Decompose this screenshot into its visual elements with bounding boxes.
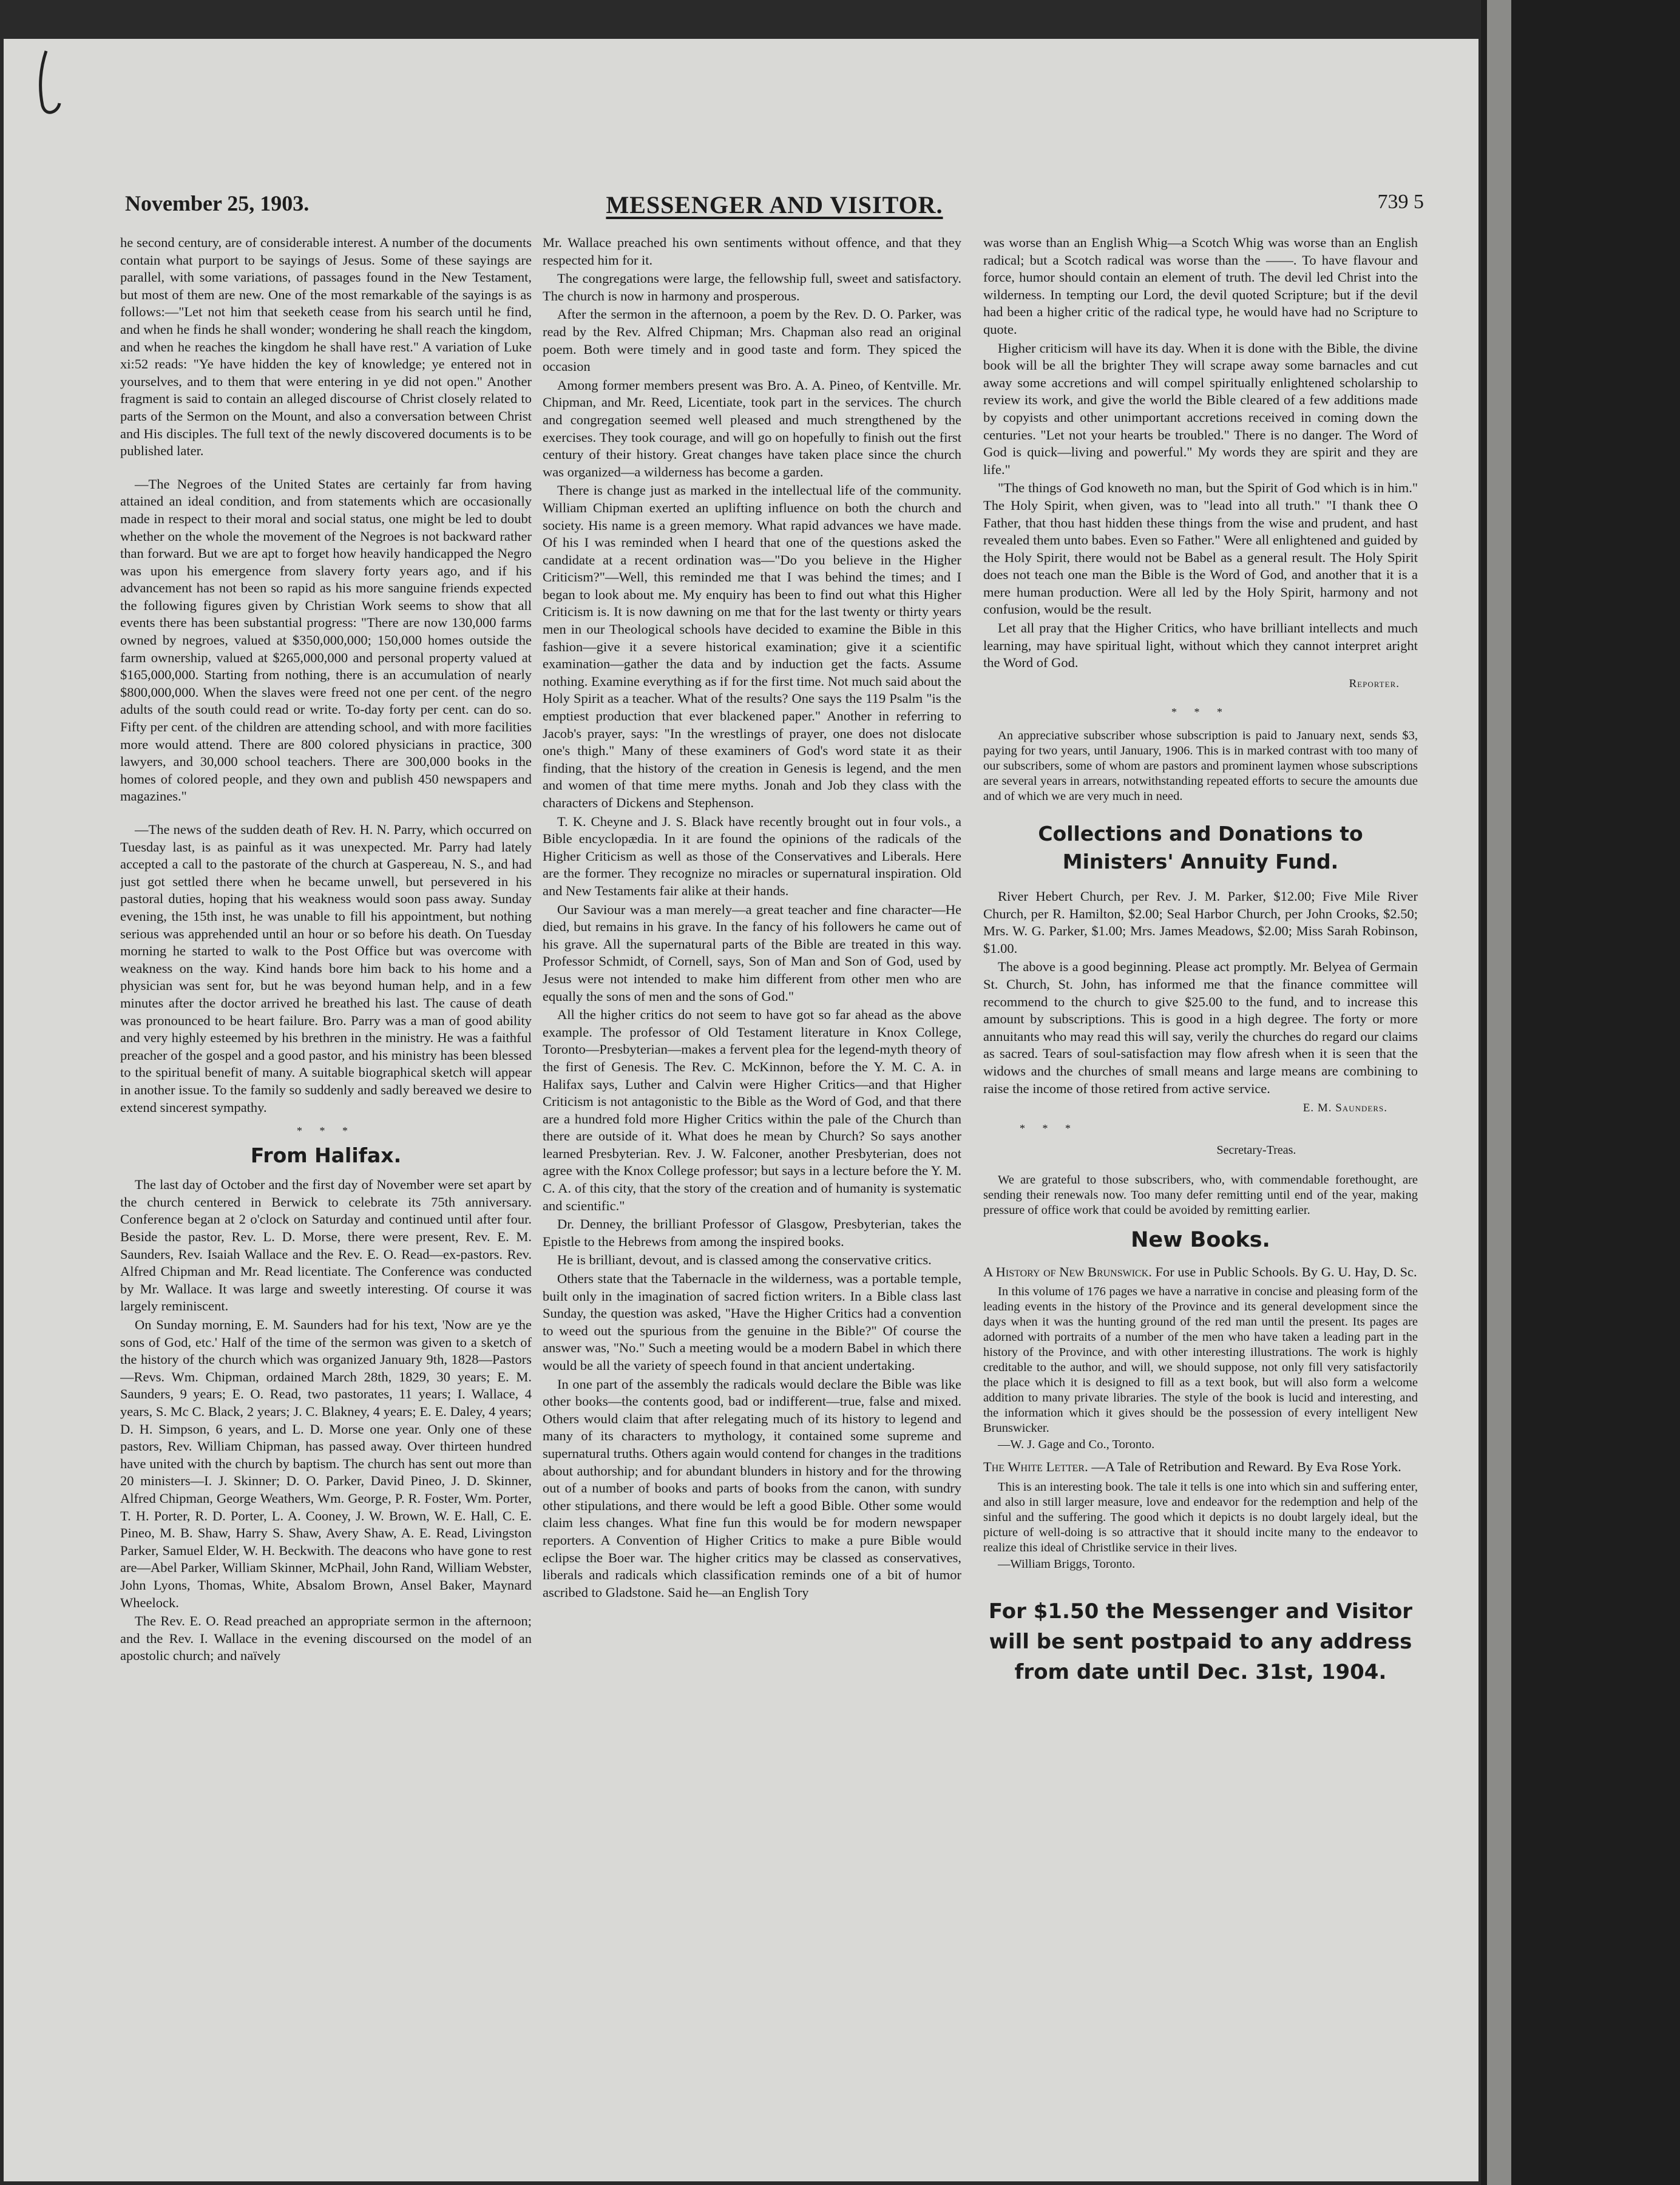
newspaper-page [4,39,1478,2181]
article-paragraph: After the sermon in the afternoon, a poem by the Rev. D. O. Parker, was read by the Rev. Alfred Chipman; Mrs. Chapman also read an original poem. Both were timely and in good taste and form. They spiced the occasion [543,307,961,374]
masthead: MESSENGER AND VISITOR. [606,191,943,218]
article-paragraph: River Hebert Church, per Rev. J. M. Parker, $12.00; Five Mile River Church, per R. Hamilton, $2.00; Seal Harbor Church, per John Crooks, $2.50; Mrs. W. G. Parker, $1.00; Mrs. James Meadows, $2.00; Miss Sarah Robinson, $1.00. [983,889,1418,956]
article-paragraph: In one part of the assembly the radicals would declare the Bible was like other books—the contents good, bad or indifferent—true, false and mixed. Others would claim that after relegating much of its history to legend and many of its characters to mythology, it contained some supreme and supernatural truths. Others again would contend for changes in the traditions about authorship; and for abundant blunders in history and for the throwing out of a number of books and parts of books from the canon, with sundry other stipulations, and there would be left a good Bible. Other some would claim less changes. What fine fun this would be for modern newspaper reporters. A Convention of Higher Critics to make a pure Bible would eclipse the Boer war. The higher critics may be classed as conservatives, liberals and radicals which classification reminds one of a bit of humor ascribed to Gladstone. Said he—an English Tory [543,1376,961,1600]
article-paragraph: Among former members present was Bro. A. A. Pineo, of Kentville. Mr. Chipman, and Mr. Reed, Licentiate, took part in the services. The church and congregation seemed well pleased and much strengthened by the exercises. They took courage, and will go on hopefully to finish out the first century of their history. Great changes have taken place since the church was organized—a wilderness has become a garden. [543,377,961,479]
column-1 [120,234,532,2170]
article-paragraph: The last day of October and the first day of November were set apart by the church centered in Berwick to celebrate its 75th anniversary. Conference began at 2 o'clock on Saturday and continued until after four. Beside the pastor, Rev. L. D. Morse, there were present, Rev. E. M. Saunders, Rev. Isaiah Wallace and the Rev. E. O. Read—ex-pastors. Rev. Alfred Chipman and Mr. Read licentiate. The Conference was conducted by Mr. Wallace. It was large and sweetly interesting. Of course it was largely reminiscent. [120,1177,532,1314]
page-number: 739 5 [1377,191,1424,213]
article-paragraph: The Rev. E. O. Read preached an appropriate sermon in the afternoon; and the Rev. I. Wallace in the evening discoursed on the model of an apostolic church; and naïvely [120,1613,532,1664]
article-paragraph: Others state that the Tabernacle in the wilderness, was a portable temple, built only in the imagination of sacred fiction writers. In a Bible class last Sunday, the question was asked, "Have the Higher Critics had a convention to weed out the spurious from the genuine in the Bible?" Of course the answer was, "No." Such a meeting would be a modern Babel in which there would be all the variety of speech found in that ancient undertaking. [543,1271,961,1373]
book-title: A History of New Brunswick. [983,1264,1152,1279]
book-entry-heading [983,1264,1418,1281]
film-strip [1487,0,1511,2185]
article-paragraph: —The Negroes of the United States are certainly far from having attained an ideal condition, and from statements which are occasionally made in respect to their moral and social status, one might be led to doubt whether on the whole the movement of the Negroes is not backward rather than forward. But we are apt to forget how heavily handicapped the Negro was upon his emergence from slavery forty years ago, and if his advancement has not been so rapid as his more sanguine friends expected the following figures given by Christian Work seems to show that all events there has been substantial progress: "There are now 130,000 farms owned by negroes, valued at $350,000,000; 150,000 homes outside the farm ownership, valued at $265,000,000 and personal property valued at $165,000,000. Starting from nothing, there is an accumulation of nearly $800,000,000. When the slaves were freed not one per cent. of the negro adults of the south could read or write. To-day forty per cent. can do so. Fifty per cent. of the children are attending school, and with more facilities more would attend. There are 800 colored physicians in practice, 300 lawyers, and 30,000 school teachers. There are 300,000 books in the homes of colored people, and they own and publish 450 newspapers and magazines." [120,476,532,804]
signature: E. M. Saunders. [1302,1102,1387,1115]
article-paragraph: T. K. Cheyne and J. S. Black have recently brought out in four vols., a Bible encyclopædia. In it are found the opinions of the radicals of the Higher Criticism as well as those of the Conservatives and Liberals. Here are the former. They recognize no miracles or supernatural inspiration. Old and New Testaments fair alike at their hands. [543,813,961,898]
notice-paragraph: An appreciative subscriber whose subscription is paid to January next, sends $3, paying for two years, until January, 1906. This is in marked contrast with too many of our subscribers, some of whom are pastors and prominent laymen whose subscriptions are several years in arrears, notwithstanding repeated efforts to secure the amounts due and of which we are very much in need. [983,729,1418,804]
article-paragraph: was worse than an English Whig—a Scotch Whig was worse than an English radical; but a Scotch radical was worse than the ——. To have flavour and force, humor should contain an element of truth. The devil led Christ into the wilderness. In tempting our Lord, the devil quoted Scripture; but if the devil had been a higher critic of the radical type, he would have had no Scripture to quote. [983,235,1418,337]
article-paragraph: Higher criticism will have its day. When it is done with the Bible, the divine book will be all the brighter They will scrape away some barnacles and cut away some accretions and will compel spiritually enlightened scholarship to review its work, and give the world the Bible cleared of a few additions made by copyists and other unimportant accretions received in coming down the centuries. "Let not your hearts be troubled." There is no danger. The Word of God is quick—living and powerful." My words they are spirit and they are life." [983,340,1418,477]
section-heading: New Books. [1131,1227,1270,1252]
article-paragraph: Mr. Wallace preached his own sentiments without offence, and that they respected him for it. [543,235,961,268]
article-paragraph: Dr. Denney, the brilliant Professor of Glasgow, Presbyterian, takes the Epistle to the Hebrews from among the inspired books. [543,1216,961,1249]
article-paragraph: —The news of the sudden death of Rev. H. N. Parry, which occurred on Tuesday last, is as painful as it was unexpected. Mr. Parry had lately accepted a call to the pastorate of the church at Gaspereau, N. S., and had just got settled there when he became unwell, but persevered in his pastoral duties, hoping that his weakness would soon pass away. Sunday evening, the 15th inst, he was unable to fill his appointment, but nothing serious was apprehended until an hour or so before his death. On Tuesday morning he started to walk to the Post Office but was overcome with weakness on the way. Kind hands bore him back to his home and a physician was sent for, but he was beyond human help, and in a few minutes after the doctor arrived he breathed his last. The cause of death was pronounced to be heart failure. Bro. Parry was a man of good ability and very highly esteemed by his brethren in the ministry. He was a faithful preacher of the gospel and a good pastor, and his ministry has been blessed to the spiritual benefit of many. A suitable biographical sketch will appear in another issue. To the family so suddenly and sadly bereaved we desire to extend sincerest sympathy. [120,822,532,1115]
signature: Reporter. [1349,677,1400,690]
signature-title: Secretary-Treas. [1216,1143,1296,1157]
section-separator: * * * [297,1125,355,1137]
article-paragraph: he second century, are of considerable interest. A number of the documents contain what purport to be sayings of Jesus. Some of these sayings are parallel, with some variations, of passages found in the New Testament, but most of them are new. One of the most remarkable of the sayings is as follows:—"Let not him that seeketh cease from his search until he find, and when he finds he shall wonder; wondering he shall reach the kingdom, and when he reaches the kingdom he shall have rest." A variation of Luke xi:52 reads: "Ye have hidden the key of knowledge; ye entered not in yourselves, and to them that were entering in ye did not open." Another fragment is said to contain an alleged discourse of Christ closely related to parts of the Sermon on the Mount, and also a conversation between Christ and His disciples. The full text of the newly discovered documents is to be published later. [120,235,532,459]
section-heading: Collections and Donations to Ministers' Annuity Fund. [1038,822,1363,874]
column-3 [983,234,1418,2170]
review-paragraph: This is an interesting book. The tale it tells is one into which sin and suffering enter, and also in still larger measure, love and endeavor for the redemption and help of the sinful and the suffering. The good which it depicts is no doubt largely ideal, but the picture of well-doing is so attractive that it should incite many to the endeavor to realize this ideal of Christlike service in their lives. [983,1480,1418,1554]
publisher-line: —William Briggs, Toronto. [998,1557,1136,1571]
article-paragraph: On Sunday morning, E. M. Saunders had for his text, 'Now are ye the sons of God, etc.' Half of the time of the sermon was given to a sketch of the history of the church which was organized January 9th, 1828—Pastors—Revs. Wm. Chipman, ordained March 28th, 1829, 30 years; E. M. Saunders, 9 years; E. O. Read, two pastorates, 11 years; I. Wallace, 4 years, S. Mc C. Black, 2 years; J. C. Blakney, 4 years; E. E. Daley, 4 years; D. H. Simpson, 6 years, and L. D. Morse one year. Only one of these pastors, Rev. William Chipman, has passed away. Over thirteen hundred have united with the church by baptism. The church has sent out more than 20 ministers—I. J. Skinner; D. O. Parker, David Pineo, J. D. Skinner, Alfred Chipman, George Weathers, Wm. George, P. R. Foster, Wm. Porter, T. H. Porter, R. D. Porter, L. A. Cooney, J. W. Brown, W. E. Hall, C. E. Pineo, M. B. Shaw, Harry S. Shaw, Avery Shaw, A. E. Read, Livingston Parker, Samuel Elder, W. H. Beckwith. The deacons who have gone to rest are—Abel Parker, William Skinner, McPhail, John Rand, William Webster, John Lyons, Thomas, White, Absalom Brown, Ansel Baker, Maynard Wheelock. [120,1317,532,1610]
column-2 [543,234,961,2170]
article-paragraph: "The things of God knoweth no man, but the Spirit of God which is in him." The Holy Spirit, when given, was to "lead into all truth." "I thank thee O Father, that thou hast hidden these things from the wise and prudent, and hast revealed them unto babes. Even so Father." Were all enlightened and guided by the Holy Spirit, there would not be Babel as a general result. The Holy Spirit does not teach one man the Bible is the Word of God, and another that it is a mere human production. Were all led by the Holy Spirit, harmony and not confusion, would be the result. [983,480,1418,617]
article-paragraph: All the higher critics do not seem to have got so far ahead as the above example. The professor of Old Testament literature in Knox College, Toronto—Presbyterian—makes a fervent plea for the legend-myth theory of the first of Genesis. The Rev. C. McKinnon, before the Y. M. C. A. in Halifax says, Luther and Calvin were Higher Critics—and that Higher Criticism is not antagonistic to the Bible as the Word of God, and that there are a hundred fold more Higher Critics within the pale of the Church than there are outside of it. What does he mean by Church? So says another learned Presbyterian. Rev. J. W. Falconer, another Presbyterian, does not agree with the Knox College professor; but says in a lecture before the Y. M. C. A. of this city, that the story of the creation and of humanity is systematic and scientific." [543,1007,961,1213]
subscription-promo: For $1.50 the Messenger and Visitor will be sent postpaid to any address from date until Dec. 31st, 1904. [988,1599,1413,1684]
publisher-line: —W. J. Gage and Co., Toronto. [998,1438,1155,1452]
notice-paragraph: We are grateful to those subscribers, who, with commendable forethought, are sending their renewals now. Too many defer remitting until end of the year, making pressure of office work that could be avoided by remitting earlier. [983,1173,1418,1217]
article-paragraph: The above is a good beginning. Please act promptly. Mr. Belyea of Germain St. Church, St. John, has informed me that the finance committee will recommend to the church to give $25.00 to the fund, and to increase this amount by subscriptions. This is good in a high degree. The forty or more annuitants who may read this will say, verily the churches do regard our claims as sacred. Tears of soul-satisfaction may flow afresh when it is seen that the widows and the churches of small means and large means are combining to raise the income of those retired from active service. [983,959,1418,1096]
review-paragraph: In this volume of 176 pages we have a narrative in concise and pleasing form of the leading events in the history of the Province and its general development since the days when it was the hunting ground of the red man until the present. Its pages are adorned with portraits of a number of the men who have taken a leading part in the history of the Province, and with other interesting illustrations. The work is highly creditable to the author, and will, we should suppose, not only fill very satisfactorily the place which it is designed to fill as a text book, but will also form a welcome addition to many private libraries. The style of the book is lucid and interesting, and the information which it gives should be the possession of every intelligent New Brunswicker. [983,1285,1418,1435]
book-note: —A Tale of Retribution and Reward. By Eva Rose York. [1091,1459,1401,1475]
book-entry-heading [983,1458,1418,1476]
book-title: The White Letter. [983,1459,1088,1475]
article-paragraph: The congregations were large, the fellowship full, sweet and satisfactory. The church is now in harmony and prosperous. [543,271,961,303]
book-note: For use in Public Schools. By G. U. Hay, D. Sc. [1155,1264,1417,1279]
article-paragraph: Let all pray that the Higher Critics, who have brilliant intellects and much learning, may have spiritual light, without which they cannot interpret aright the Word of God. [983,620,1418,671]
section-separator: * * * [1020,1122,1078,1134]
section-separator: * * * [1171,706,1230,719]
article-paragraph: He is brilliant, devout, and is classed among the conservative critics. [557,1252,932,1268]
article-paragraph: Our Saviour was a man merely—a great teacher and fine character—He died, but remains in his grave. In the fancy of his followers he came out of his grave. All the supernatural parts of the Bible are treated in this way. Professor Schmidt, of Cornell, says, Son of Man and Son of God, used by Jesus were not intended to make him different from other men who are equally the sons of men and the sons of God." [543,901,961,1004]
page-header [119,191,1430,227]
article-paragraph: There is change just as marked in the intellectual life of the community. William Chipman exerted an uplifting influence on both the church and society. His name is a green memory. What rapid advances we have made. Of his I was reminded when I heard that one of the questions asked the candidate at a recent ordination was—"Do you believe in the Higher Criticism?"—Well, this reminded me that I was behind the times; and I began to look about me. My enquiry has been to find out what this Higher Criticism is. It is now dawning on me that for the last twenty or thirty years men in our Theological schools have decided to examine the Bible in this fashion—give it a severe historical examination; give it a scientific examination—gather the data and by induction get the facts. Assume nothing. Examine everything as if for the first time. Not much said about the Holy Spirit as a teacher. What of the results? One says the 119 Psalm "is the emptiest production that ever blackened paper." Another in referring to Jacob's prayer, says: "In the wrestlings of prayer, one does not dislocate one's thigh." Many of these examiners of God's word state it as their finding, that the history of the creation in Genesis is legend, and the men and women of that time mere myths. Jonah and Job they class with the characters of Dickens and Stephenson. [543,483,961,810]
handwritten-mark-icon [22,45,70,142]
issue-date: November 25, 1903. [125,191,310,215]
section-heading: From Halifax. [250,1143,402,1167]
